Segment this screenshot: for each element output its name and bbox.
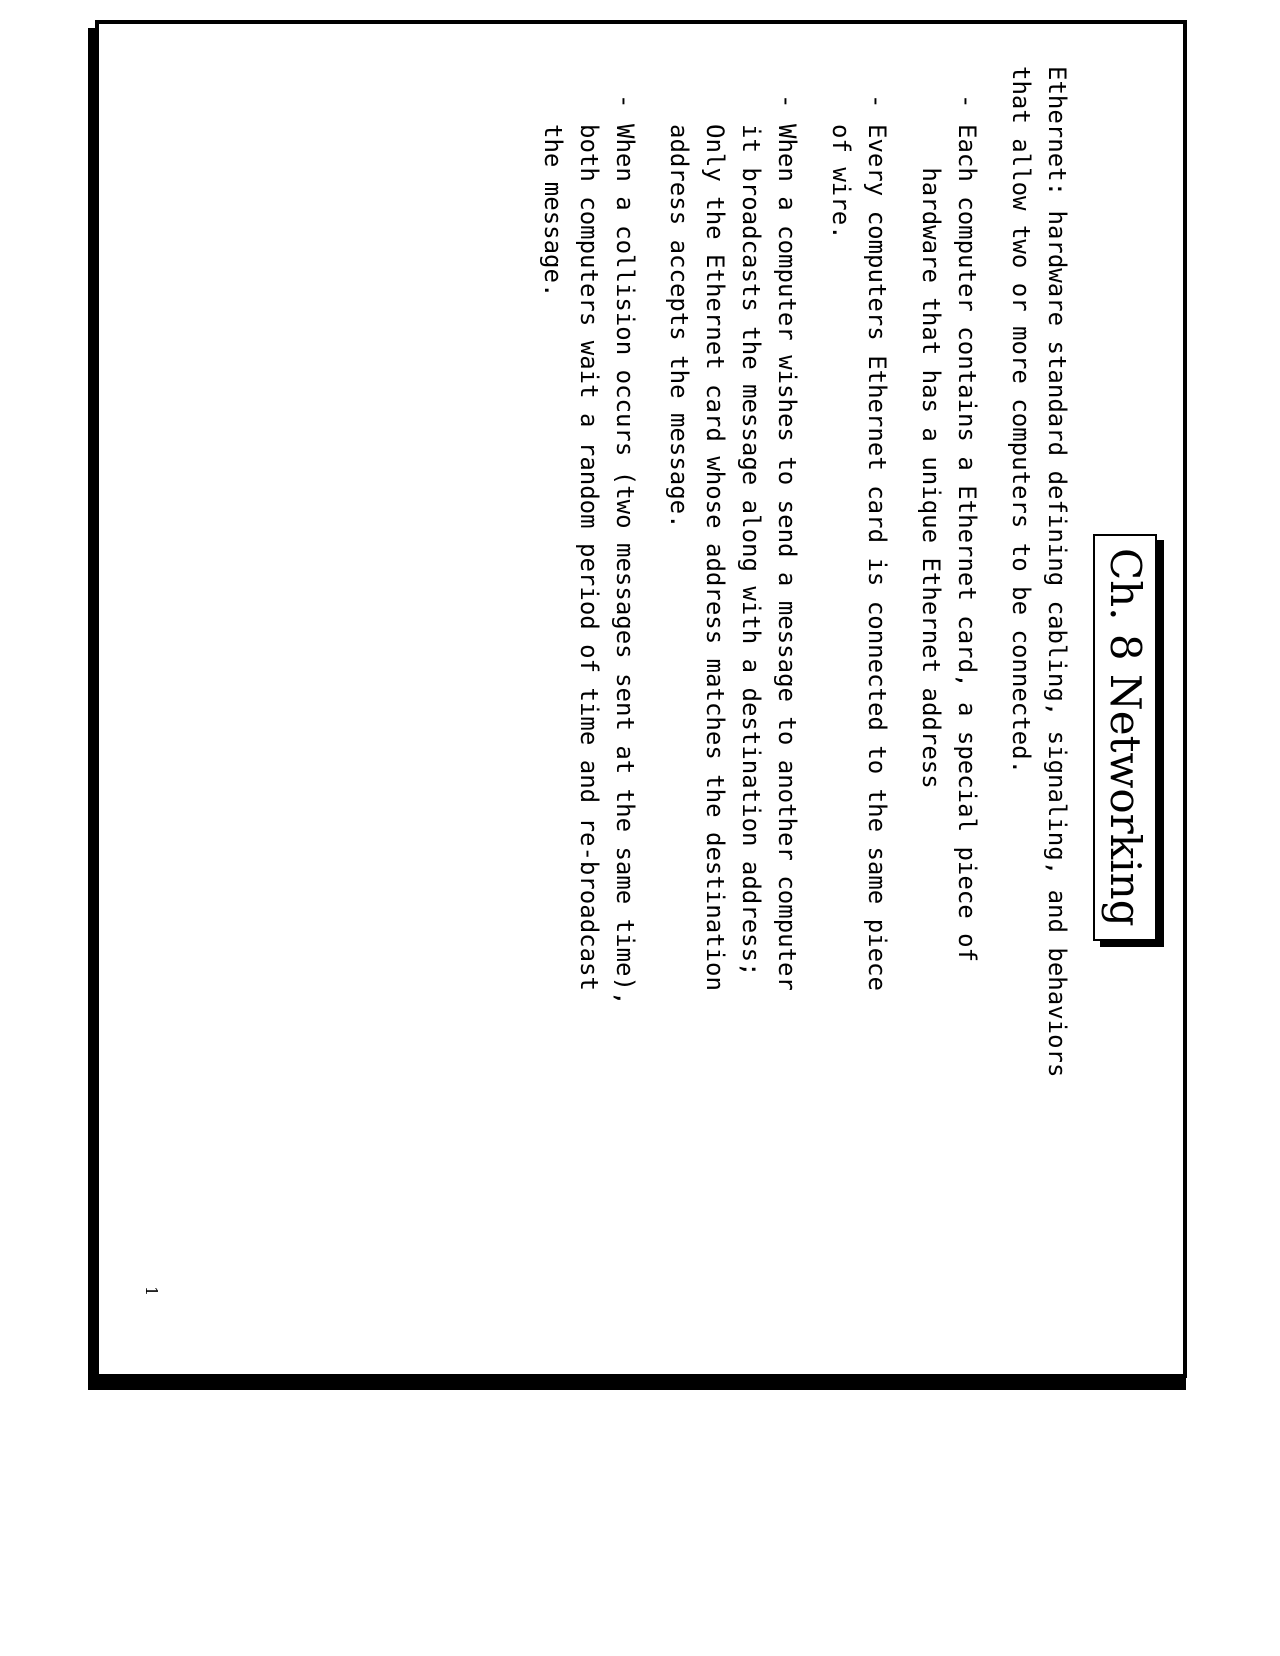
slide-frame xyxy=(95,20,1187,1378)
bullet-line: address accepts the message. xyxy=(665,124,693,529)
slide-title: Ch. 8 Networking xyxy=(1101,548,1150,927)
intro-line: that allow two or more computers to be connected. xyxy=(1007,66,1035,775)
bullet-line: Every computers Ethernet card is connected to the same piece xyxy=(863,124,891,991)
intro-line: Ethernet: hardware standard defining cabling, signaling, and behaviors xyxy=(1043,66,1071,1078)
bullet-dash: - xyxy=(863,94,891,109)
slide-body xyxy=(517,66,1075,1246)
bullet-line: the message. xyxy=(539,124,567,298)
bullet-item xyxy=(535,94,643,1246)
bullet-line: When a computer wishes to send a message to another computer xyxy=(773,124,801,991)
bullet-line: hardware that has a unique Ethernet address xyxy=(917,124,945,789)
bullet-item xyxy=(661,94,805,1246)
bullet-line: it broadcasts the message along with a destination address; xyxy=(737,124,765,977)
bullet-dash: - xyxy=(611,94,639,109)
bullet-line: both computers wait a random period of time and re-broadcast xyxy=(575,124,603,991)
slide-content xyxy=(99,24,1183,1374)
bullet-line: of wire. xyxy=(827,124,855,240)
bullet-line: Only the Ethernet card whose address matches the destination xyxy=(701,124,729,991)
bullet-item xyxy=(913,94,985,1246)
page-number: 1 xyxy=(142,1286,161,1297)
title-box xyxy=(1093,534,1157,941)
bullet-dash: - xyxy=(953,94,981,109)
bullet-item xyxy=(823,94,895,1246)
bullet-dash: - xyxy=(773,94,801,109)
bullet-line: When a collision occurs (two messages sent at the same time), xyxy=(611,124,639,1006)
intro-paragraph xyxy=(1003,66,1075,1246)
bullet-line: Each computer contains a Ethernet card, a special piece of xyxy=(953,124,981,963)
